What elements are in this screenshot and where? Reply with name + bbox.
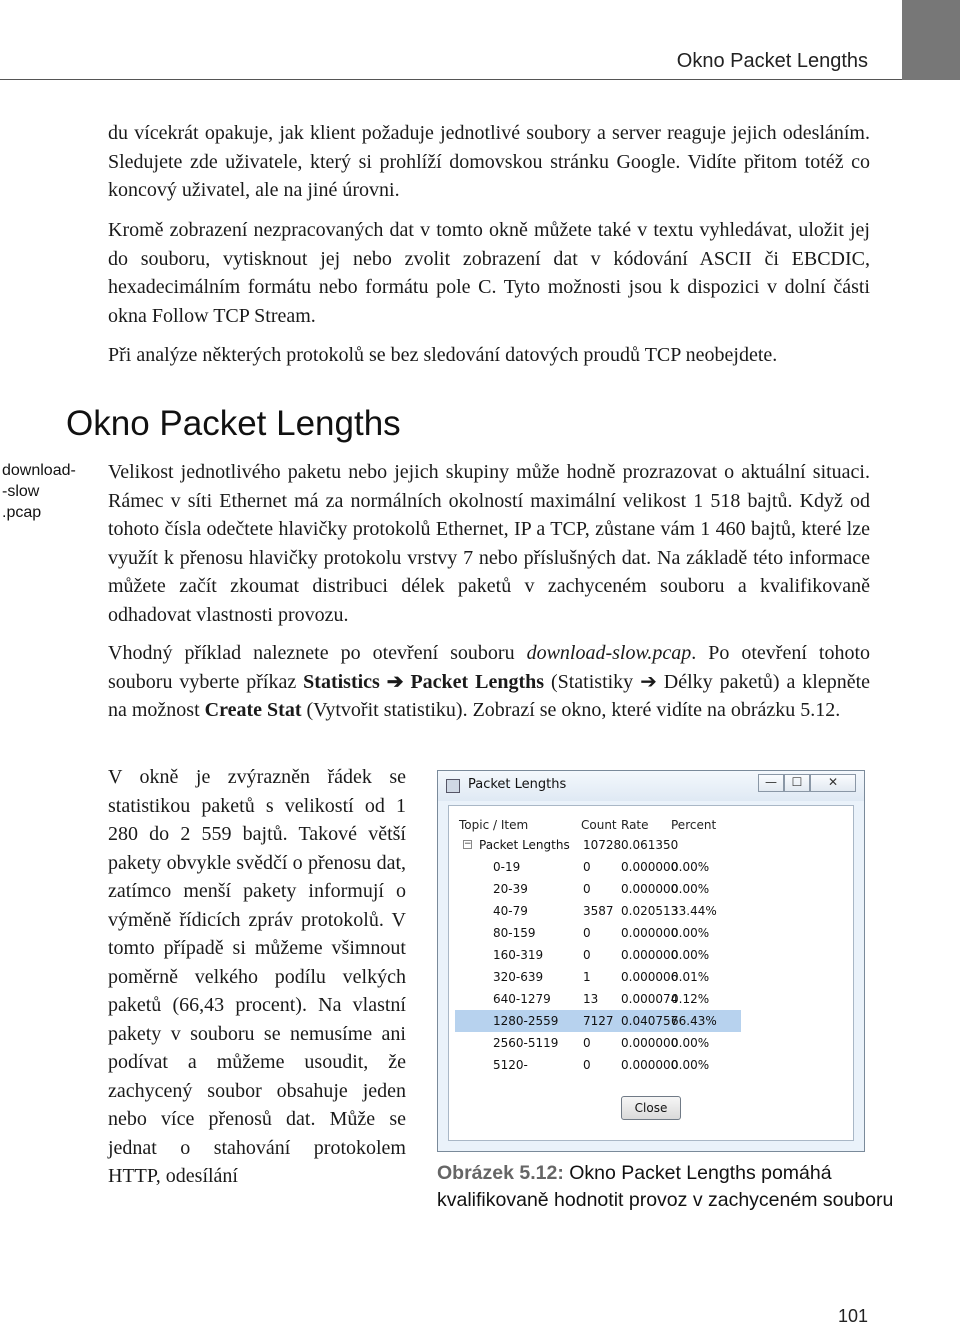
- row-topic: 640-1279: [493, 992, 551, 1006]
- minimize-button[interactable]: —: [758, 774, 784, 792]
- column-header-rate[interactable]: Rate: [621, 818, 649, 832]
- tree-row[interactable]: [455, 922, 741, 944]
- row-count: 0: [583, 926, 591, 940]
- paragraph-1: du vícekrát opakuje, jak klient požaduje jednotlivé soubory a server reaguje jejich odesláním. Sledujete zde uživatele, který si prohlíží domovskou stránku Google. Vidíte přitom totéž co koncový uživatel, ale na jiné úrovni.: [108, 122, 870, 201]
- row-percent: 0.00%: [671, 1058, 710, 1072]
- packet-lengths-window: [437, 770, 865, 1152]
- text-run: Vhodný příklad naleznete po otevření souboru: [108, 642, 527, 664]
- menu-command: Packet Lengths: [410, 670, 545, 693]
- file-name: download-slow.pcap: [526, 642, 692, 664]
- row-rate: 0.000074: [621, 992, 679, 1006]
- row-rate: 0.000000: [621, 882, 679, 896]
- row-rate: 0.061350: [621, 838, 679, 852]
- side-note: [2, 460, 98, 523]
- tree-row[interactable]: [455, 878, 741, 900]
- row-percent: 33.44%: [671, 904, 717, 918]
- paragraph-6: V okně je zvýrazněn řádek se statistikou paketů s velikostí od 1 280 do 2 559 bajtů. Takové větší pakety obvykle svědčí o přenosu dat, zatímco menší pakety informují o výměně řídicích zpráv protokolů. V tomto případě si můžeme všimnout poměrně velkého podílu velkých paketů (66,43 procent). Na vlastní pakety v souboru se nemusíme ani podívat a můžeme usoudit, že zachycený soubor obsahuje jeden nebo více přenosů dat. Může se jednat o stahování protokolem HTTP, odesílání: [108, 766, 406, 1187]
- row-topic: 1280-2559: [493, 1014, 559, 1028]
- window-title: Packet Lengths: [468, 777, 567, 792]
- row-percent: 0.00%: [671, 1036, 710, 1050]
- row-percent: 0.00%: [671, 882, 710, 896]
- row-rate: 0.000006: [621, 970, 679, 984]
- menu-command: Statistics: [303, 670, 380, 693]
- row-topic: 5120-: [493, 1058, 528, 1072]
- row-count: 0: [583, 882, 591, 896]
- row-rate: 0.000000: [621, 1036, 679, 1050]
- tree-row[interactable]: [455, 966, 741, 988]
- page-number: 101: [837, 1306, 868, 1326]
- arrow-icon: ➔: [379, 670, 411, 693]
- menu-command: Create Stat: [204, 699, 302, 721]
- paragraph-4: Velikost jednotlivého paketu nebo jejich skupiny může hodně prozrazovat o aktuální situaci. Rámec v síti Ethernet má za normálních okolností maximální velikost 1 518 bajtů. Když od tohoto čísla odečtete hlavičky protokolů Ethernet, IP a TCP, zůstane vám 1 460 bajtů, které lze využít k přenosu hlavičky protokolu vrstvy 7 nebo příslušných dat. Na základě této informace můžete začít zkoumat distribuci délek paketů v zachyceném souboru a kvalifikovaně odhadovat vlastnosti provozu.: [108, 461, 870, 626]
- row-topic: Packet Lengths: [479, 838, 570, 852]
- tree-row[interactable]: [455, 856, 741, 878]
- row-count: 0: [583, 1036, 591, 1050]
- column-header-count[interactable]: Count: [581, 818, 617, 832]
- paragraph-5: [108, 639, 870, 725]
- row-percent: 0.12%: [671, 992, 710, 1006]
- close-button[interactable]: Close: [621, 1096, 681, 1120]
- row-count: 0: [583, 860, 591, 874]
- tree-row-root[interactable]: [455, 834, 741, 856]
- row-percent: 0.00%: [671, 948, 710, 962]
- row-rate: 0.020513: [621, 904, 679, 918]
- collapse-icon[interactable]: −: [464, 839, 472, 849]
- maximize-button[interactable]: ☐: [784, 774, 810, 792]
- row-rate: 0.000000: [621, 926, 679, 940]
- row-count: 1: [583, 970, 591, 984]
- row-topic: 160-319: [493, 948, 544, 962]
- row-count: 0: [583, 1058, 591, 1072]
- row-count: 10728: [583, 838, 622, 852]
- row-count: 3587: [583, 904, 614, 918]
- row-topic: 40-79: [493, 904, 528, 918]
- header-rule: [0, 79, 902, 80]
- text-run: (Statistiky ➔ Délky paketů) a klepněte na možnost: [108, 670, 871, 721]
- row-rate: 0.000000: [621, 860, 679, 874]
- row-count: 0: [583, 948, 591, 962]
- column-header-percent[interactable]: Percent: [671, 818, 717, 832]
- row-topic: 20-39: [493, 882, 528, 896]
- section-heading: Okno Packet Lengths: [66, 404, 401, 443]
- window-titlebar[interactable]: [438, 771, 864, 801]
- text-run: (Vytvořit statistiku). Zobrazí se okno, které vidíte na obrázku 5.12.: [301, 699, 841, 721]
- app-icon: [446, 779, 460, 793]
- side-note-line: download-: [2, 462, 76, 479]
- stats-panel: [448, 805, 854, 1141]
- row-topic: 2560-5119: [493, 1036, 559, 1050]
- window-close-button[interactable]: ✕: [810, 774, 856, 792]
- row-percent: 0.00%: [671, 860, 710, 874]
- paragraph-2: Kromě zobrazení nezpracovaných dat v tomto okně můžete také v textu vyhledávat, uložit jej do souboru, vytisknout jej nebo zvolit zobrazení dat v kódování ASCII či EBCDIC, hexadecimálním formátu nebo formátu pole C. Tyto možnosti jsou k dispozici v dolní části okna Follow TCP Stream.: [108, 219, 870, 327]
- side-note-line: -slow: [2, 483, 40, 500]
- row-percent: 0.01%: [671, 970, 710, 984]
- tree-row[interactable]: [455, 1054, 741, 1076]
- row-topic: 80-159: [493, 926, 536, 940]
- column-header-topic[interactable]: Topic / Item: [459, 818, 529, 832]
- tree-row[interactable]: [455, 988, 741, 1010]
- row-rate: 0.000000: [621, 1058, 679, 1072]
- row-rate: 0.040757: [621, 1014, 679, 1028]
- caption-text: Okno Packet Lengths pomáhá kvalifikovaně hodnotit provoz v zachyceném souboru: [437, 1162, 894, 1211]
- row-count: 13: [583, 992, 599, 1006]
- row-percent: 66.43%: [671, 1014, 717, 1028]
- paragraph-3: Při analýze některých protokolů se bez sledování datových proudů TCP neobejdete.: [108, 344, 778, 366]
- figure-caption: [437, 1160, 897, 1214]
- row-percent: 0.00%: [671, 926, 710, 940]
- tree-row-selected[interactable]: [455, 1010, 741, 1032]
- tree-row[interactable]: [455, 944, 741, 966]
- chapter-tab: [902, 0, 960, 80]
- running-header: Okno Packet Lengths: [676, 50, 868, 72]
- caption-label: Obrázek 5.12:: [437, 1162, 564, 1184]
- row-topic: 320-639: [493, 970, 544, 984]
- tree-row[interactable]: [455, 900, 741, 922]
- row-topic: 0-19: [493, 860, 521, 874]
- row-count: 7127: [583, 1014, 614, 1028]
- row-rate: 0.000000: [621, 948, 679, 962]
- text-run: . Po otevření tohoto souboru vyberte příkaz: [108, 642, 871, 693]
- tree-row[interactable]: [455, 1032, 741, 1054]
- side-note-line: .pcap: [2, 504, 42, 521]
